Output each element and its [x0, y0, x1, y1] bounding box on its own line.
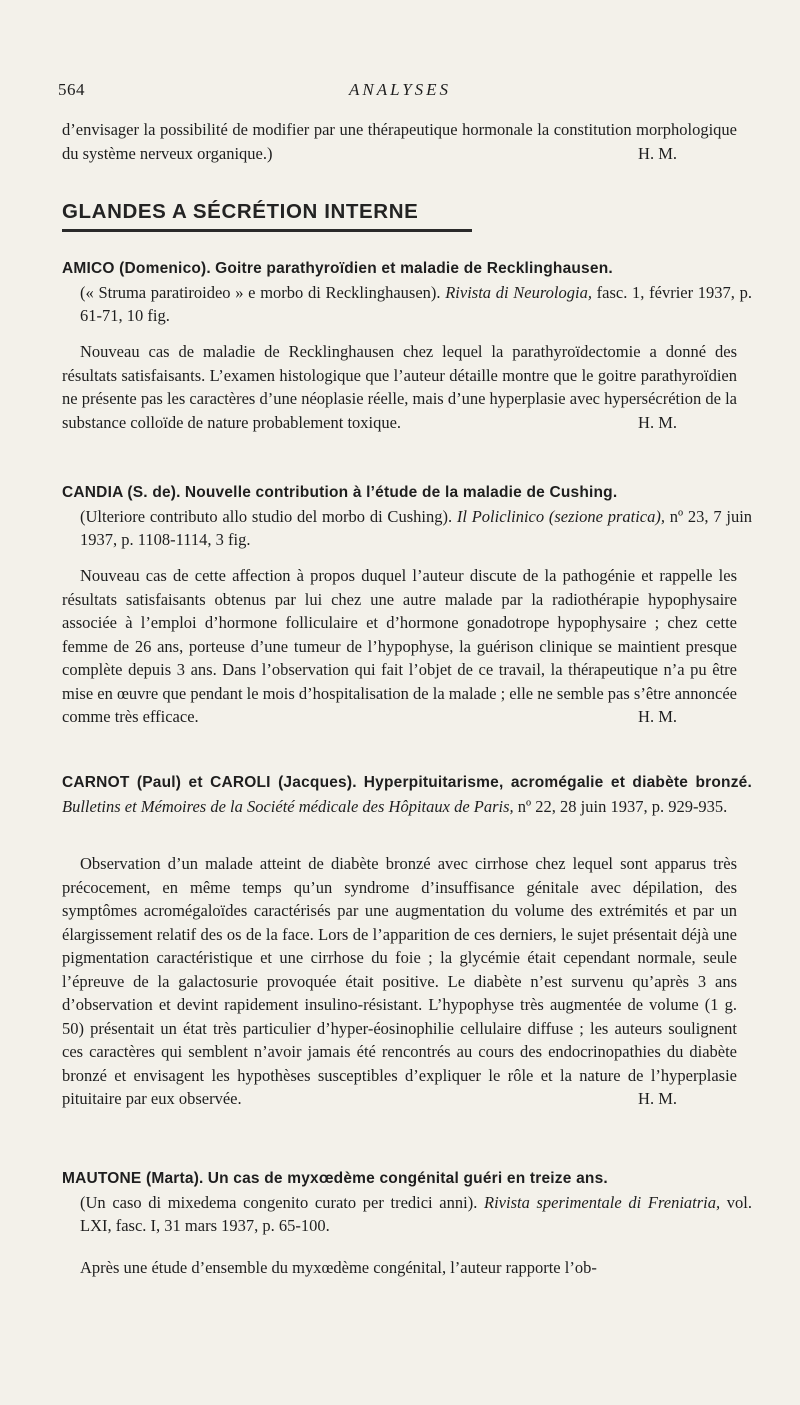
- entry-carnot-caroli: [62, 770, 752, 818]
- entry-body-text: Après une étude d’ensemble du myxœdème congénital, l’auteur rapporte l’ob-: [80, 1258, 597, 1277]
- entry-amico: [62, 256, 752, 328]
- entry-body-text: Nouveau cas de maladie de Recklinghausen chez lequel la parathyroïdectomie a donné des résultats satisfaisants. L’examen histologique que l’auteur détaille montre que le goitre parathyroïdien ne présente pas les caractères d’une néoplasie réelle, mais d’une hyperplasie avec hypersécrétion de la substance colloïde de nature probablement toxique.: [62, 342, 737, 432]
- intro-paragraph: [62, 118, 737, 165]
- entry-signature: H. M.: [638, 707, 677, 726]
- ref-details: nº 23, 7 juin 1937, p. 1108-1114, 3 fig.: [80, 506, 753, 549]
- entry-reference: [62, 1191, 752, 1238]
- ref-original-title: (Un caso di mixedema congenito curato per tredici anni).: [80, 1192, 478, 1212]
- page-number: 564: [58, 80, 85, 99]
- section-underline: [62, 229, 472, 232]
- section-title: GLANDES A SÉCRÉTION INTERNE: [62, 200, 419, 223]
- entry-author: CARNOT (Paul) et CAROLI (Jacques).: [62, 774, 357, 791]
- intro-text: d’envisager la possibilité de modifier par une thérapeutique hormonale la constitution morphologique du système nerveux organique.): [62, 120, 737, 163]
- intro-signature: H. M.: [638, 143, 677, 163]
- entry-reference: [62, 281, 752, 328]
- entry-body: [62, 1256, 737, 1280]
- entry-author: AMICO (Domenico).: [62, 260, 211, 277]
- ref-journal: Il Policlinico (sezione pratica),: [456, 506, 666, 526]
- ref-details: nº 22, 28 juin 1937, p. 929-935.: [517, 796, 728, 816]
- ref-journal: Rivista sperimentale di Freniatria,: [484, 1192, 721, 1212]
- entry-title: Nouvelle contribution à l’étude de la maladie de Cushing.: [184, 484, 618, 501]
- ref-journal: Bulletins et Mémoires de la Société médicale des Hôpitaux de Paris,: [62, 796, 514, 816]
- entry-body: [62, 852, 737, 1111]
- ref-details: fasc. 1, février 1937, p. 61-71, 10 fig.: [80, 282, 752, 325]
- entry-reference: [62, 505, 752, 552]
- ref-details: vol. LXI, fasc. I, 31 mars 1937, p. 65-100.: [80, 1192, 753, 1235]
- entry-body-text: Nouveau cas de cette affection à propos duquel l’auteur discute de la pathogénie et rappelle les résultats satisfaisants obtenus par lui chez une autre malade par la radiothérapie hypophysaire associée à l’emploi d’hormone folliculaire et d’hormone gonadotrope hypophysaire ; chez cette femme de 26 ans, porteuse d’une tumeur de l’hypophyse, la guérison clinique se maintient presque complète depuis 3 ans. Dans l’observation qui fait l’objet de ce travail, la thérapeutique n’a pu être mise en œuvre que pendant le mois d’hospitalisation de la malade ; elle ne semble pas s’être annoncée comme très efficace.: [62, 566, 737, 726]
- entry-body: [62, 564, 737, 729]
- entry-signature: H. M.: [638, 412, 677, 432]
- ref-journal: Rivista di Neurologia,: [445, 282, 592, 302]
- entry-mautone: [62, 1166, 752, 1238]
- page-header: [58, 80, 742, 104]
- entry-title: Un cas de myxœdème congénital guéri en treize ans.: [207, 1170, 608, 1187]
- entry-title: Hyperpituitarisme, acromégalie et diabète bronzé.: [363, 774, 752, 791]
- entry-candia: [62, 480, 752, 552]
- entry-body-text: Observation d’un malade atteint de diabète bronzé avec cirrhose chez lequel sont apparus très précocement, en même temps qu’un syndrome d’insuffisance génitale avec dépilation, des symptômes acromégaloïdes caractérisés par une augmentation du volume des extrémités et par un élargissement relatif des os de la face. Lors de l’apparition de ces derniers, le sujet présentait déjà une pigmentation caractéristique et une cirrhose du foie ; la glycémie était cependant normale, seule l’épreuve de la galactosurie provoquée était positive. Le diabète n’est survenu qu’après 3 ans d’observation et devint rapidement insulino-résistant. L’hypophyse très augmentée de volume (1 g. 50) présentait un état très particulier d’hyper-éosinophilie cellulaire diffuse ; les auteurs soulignent ces caractères qui semblent n’avoir jamais été rencontrés au cours des endocrinopathies du diabète bronzé et envisagent les hypothèses susceptibles d’expliquer le rôle et la nature de l’hyperplasie pituitaire par eux observée.: [62, 854, 737, 1108]
- entry-title: Goitre parathyroïdien et maladie de Recklinghausen.: [215, 260, 613, 277]
- ref-original-title: (« Struma paratiroideo » e morbo di Recklinghausen).: [80, 282, 441, 302]
- entry-author: CANDIA (S. de).: [62, 484, 181, 501]
- ref-original-title: (Ulteriore contributo allo studio del morbo di Cushing).: [80, 506, 453, 526]
- entry-signature: H. M.: [638, 1089, 677, 1108]
- entry-body: [62, 340, 737, 434]
- entry-author: MAUTONE (Marta).: [62, 1170, 204, 1187]
- running-title: ANALYSES: [348, 80, 452, 99]
